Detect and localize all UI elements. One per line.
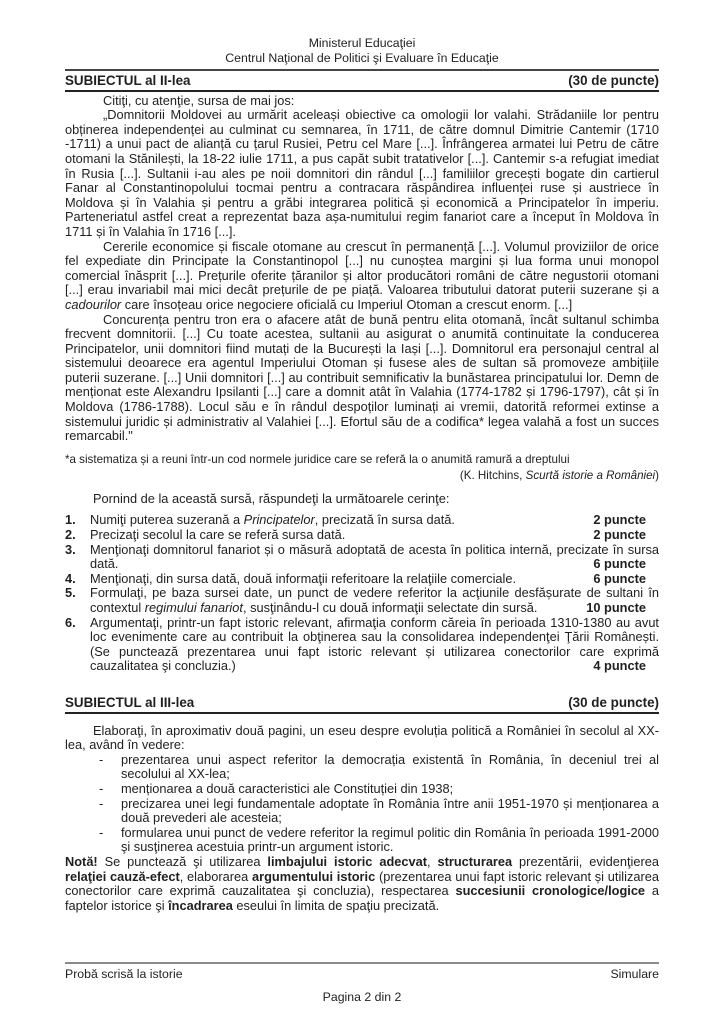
question-number: 6. bbox=[65, 614, 76, 630]
question-body bbox=[90, 543, 659, 572]
question-points: 10 puncte bbox=[586, 600, 646, 615]
institution-line: Centrul Naţional de Politici şi Evaluare în Educaţie bbox=[225, 51, 499, 65]
source-paragraph-3: Concurența pentru tron era o afacere atât de bună pentru elita otomană, încât sultanul schimba frecvent domnitorii. [...] Cu toate acestea, sultanii au asigurat o anumită continuitate la conducerea Principatelor, unii domnitori fiind mutați de la București la Iași [...]. Domnitorul era personajul central al sistemului deoarece era agentul Imperiului Otoman și fusese ales de sultan să promoveze ambițiile puterii suzerane. [...] Unii domnitori [...] au contribuit semnificativ la bunăstarea principatului lor. Demn de menționat este Alexandru Ipsilanti [...] care a domnit atât în Valahia (1774-1782 și 1796-1797), cât și în Moldova (1786-1788). Locul său e în rândul despoților luminați ai vremii, datorită reformei extinse a sistemului juridic și administrativ al Valahiei [...]. Efortul său de a codifica* legea valahă a fost un succes remarcabil." bbox=[65, 311, 659, 444]
source-citation: (K. Hitchins, Scurtă istorie a României) bbox=[459, 469, 659, 483]
question-text: Formulaţi, pe baza sursei date, un punct de vedere referitor la acţiunile desfășurate de sultani în contextul regimului fanariot, susţinându-l cu două informaţii selectate din sursă. bbox=[90, 585, 659, 615]
question-points: 2 puncte bbox=[593, 512, 646, 528]
question-item bbox=[65, 543, 659, 572]
question-item bbox=[65, 513, 659, 528]
question-item bbox=[65, 616, 659, 674]
question-body bbox=[90, 513, 659, 528]
question-item bbox=[65, 586, 659, 615]
bullet-text: menționarea a două caracteristici ale Constituției din 1938; bbox=[121, 780, 454, 796]
page-footer bbox=[65, 962, 659, 1004]
question-text: Numiţi puterea suzerană a Principatelor, precizată în sursa dată. bbox=[90, 512, 455, 528]
subject3-title: SUBIECTUL al III-lea bbox=[65, 694, 195, 710]
questions-list bbox=[65, 513, 659, 674]
bullet-text: prezentarea unui aspect referitor la democrația existentă în România, în deceniul trei al secolului al XX-lea; bbox=[121, 751, 659, 782]
bullet-dash: - bbox=[99, 795, 104, 811]
page-number: Pagina 2 din 2 bbox=[322, 989, 402, 1004]
question-number: 4. bbox=[65, 570, 76, 586]
question-item bbox=[65, 572, 659, 587]
essay-bullet bbox=[95, 782, 659, 797]
question-number: 1. bbox=[65, 512, 76, 528]
question-number: 3. bbox=[65, 541, 76, 557]
essay-intro: Elaboraţi, în aproximativ două pagini, un eseu despre evoluția politică a României în secolul al XX-lea, având în vedere: bbox=[65, 722, 659, 753]
subject2-heading bbox=[65, 71, 659, 92]
footnote: *a sistematiza și a reuni într-un cod normele juridice care se referă la o anumită ramură a dreptului bbox=[65, 452, 570, 466]
question-item bbox=[65, 528, 659, 543]
footer-exam-type: Probă scrisă la istorie bbox=[65, 967, 183, 981]
question-body bbox=[90, 616, 659, 674]
question-text: Argumentaţi, printr-un fapt istoric relevant, afirmaţia conform căreia în perioada 1310-1380 au avut loc evenimente care au contribuit la obţinerea sau la consolidarea independenţei Ţării Românești. (Se punctează prezentarea unui fapt istoric relevant și utilizarea conectorilor care exprimă cauzalitatea şi concluzia.) bbox=[90, 614, 659, 674]
subject3-heading bbox=[65, 693, 659, 714]
question-text: Menţionaţi, din sursa dată, două informaţii referitoare la relaţiile comerciale. bbox=[90, 570, 517, 586]
bullet-dash: - bbox=[99, 780, 104, 796]
document-header bbox=[65, 36, 659, 71]
essay-bullet bbox=[95, 753, 659, 782]
footer-session: Simulare bbox=[610, 967, 659, 981]
essay-bullets bbox=[65, 753, 659, 855]
question-text: Precizaţi secolul la care se referă sursa dată. bbox=[90, 527, 346, 543]
question-body bbox=[90, 528, 659, 543]
bullet-text: formularea unui punct de vedere referitor la regimul politic din România în perioada 1991-2000 şi susţinerea acestuia printr-un argument istoric. bbox=[121, 824, 659, 855]
question-number: 5. bbox=[65, 585, 76, 601]
bullet-dash: - bbox=[99, 751, 104, 767]
bullet-dash: - bbox=[99, 824, 104, 840]
source-paragraph-1: „Domnitorii Moldovei au urmărit aceleași obiective ca omologii lor valahi. Strădaniile lor pentru obținerea independenței au culminat cu semnarea, în 1711, de către domnul Dimitrie Cantemir (1710 -1711) a unui pact de alianță cu țarul Rusiei, Petru cel Mare [...]. Înfrângerea armatei lui Petru de către otomani la Stănilești, la 18-22 iulie 1711, a pus capăt subit tratativelor [...]. Cantemir s-a refugiat imediat în Rusia [...]. Sultanii i-au ales pe noii domnitori din rândul [...] familiilor grecești bogate din cartierul Fanar al Constantinopolului tocmai pentru a contracara răspândirea influenței ruse și austriece în Moldova și în Valahia și pentru a grăbi integrarea politică și economică a Principatelor în imperiu. Parteneriatul astfel creat a reprezentat baza așa-numitului regim fanariot care a început în Moldova în 1711 și în Valahia în 1716 [...]. bbox=[65, 107, 659, 239]
question-number: 2. bbox=[65, 527, 76, 543]
question-points: 6 puncte bbox=[593, 570, 646, 586]
question-body bbox=[90, 572, 659, 587]
question-points: 6 puncte bbox=[593, 556, 646, 572]
question-points: 2 puncte bbox=[593, 527, 646, 543]
essay-bullet bbox=[95, 797, 659, 826]
ministry-line: Ministerul Educaţiei bbox=[308, 36, 416, 50]
note-paragraph: Notă! Se punctează şi utilizarea limbajului istoric adecvat, structurarea prezentării, evidenţierea relaţiei cauză-efect, elaborarea argumentului istoric (prezentarea unui fapt istoric relevant și utilizarea conectorilor care exprimă cauzalitatea şi concluzia), respectarea succesiunii cronologice/logice a faptelor istorice şi încadrarea eseului în limita de spaţiu precizată. bbox=[65, 853, 659, 913]
subject2-points: (30 de puncte) bbox=[568, 73, 659, 88]
essay-bullet bbox=[95, 826, 659, 855]
question-body bbox=[90, 586, 659, 615]
questions-prompt: Pornind de la această sursă, răspundeţi la următoarele cerinţe: bbox=[93, 490, 450, 506]
subject3-points: (30 de puncte) bbox=[568, 694, 659, 710]
source-paragraph-2: Cererile economice și fiscale otomane au crescut în permanență [...]. Volumul proviziilor de orice fel expediate din Principate la Constantinopol [...] nu cunoștea margini și lua forma unui monopol comercial înăsprit [...]. Prețurile oferite țăranilor și altor producători români de către negustorii otomani [...] erau invariabil mai mici decât prețurile de pe piață. Valoarea tributului datorat puterii suzerane și a cadourilor care însoțeau orice negociere oficială cu Imperiul Otoman a crescut enorm. [...] bbox=[65, 238, 659, 312]
question-text: Menţionaţi domnitorul fanariot și o măsură adoptată de acesta în politica internă, precizate în sursa dată. bbox=[90, 541, 659, 572]
page-content bbox=[65, 36, 659, 913]
bullet-text: precizarea unei legi fundamentale adoptate în România între anii 1951-1970 și menționarea a două prevederi ale acesteia; bbox=[121, 795, 659, 826]
source-intro: Citiţi, cu atenţie, sursa de mai jos: bbox=[103, 92, 295, 108]
footer-row bbox=[65, 967, 659, 982]
question-points: 4 puncte bbox=[593, 658, 646, 674]
subject2-title: SUBIECTUL al II-lea bbox=[65, 73, 191, 88]
